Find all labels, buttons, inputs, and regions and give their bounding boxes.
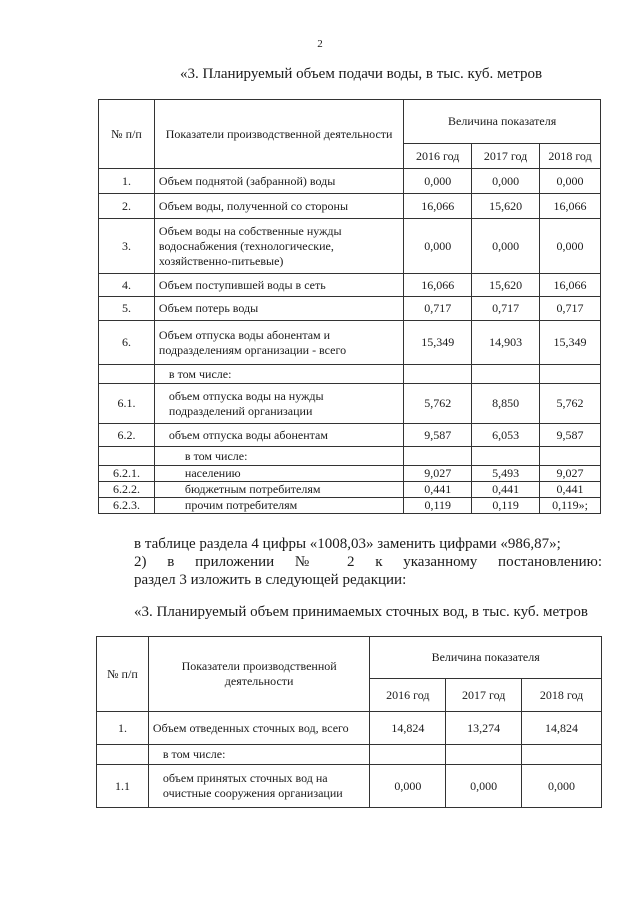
row-label: объем отпуска воды абонентам [154,424,403,447]
year-header: 2016 год [404,144,472,169]
value-cell: 0,717 [540,297,601,321]
value-cell: 16,066 [540,274,601,297]
col-num-header: № п/п [99,100,155,169]
table-row [99,424,601,447]
col-value-header: Величина показателя [404,100,601,144]
value-cell: 0,000 [540,169,601,194]
value-cell: 16,066 [404,194,472,219]
value-cell: 16,066 [404,274,472,297]
table-header-row [99,100,601,144]
row-number: 6.2.2. [99,482,155,498]
value-cell: 0,441 [404,482,472,498]
col-num-header: № п/п [97,637,149,712]
value-cell: 14,824 [522,712,602,745]
value-cell: 14,824 [370,712,446,745]
row-number: 6.2. [99,424,155,447]
year-header: 2017 год [446,679,522,712]
col-indicator-header: Показатели производственной деятельности [154,100,403,169]
table-row [97,745,602,765]
table-row [99,498,601,514]
value-cell: 5,762 [540,384,601,424]
section-1-heading: «3. Планируемый объем подачи воды, в тыс. куб. метров [180,66,543,82]
value-cell: 0,119 [472,498,540,514]
row-number: 1. [99,169,155,194]
table-header-row [97,637,602,679]
section-2-heading: «3. Планируемый объем принимаемых сточных вод, в тыс. куб. метров [134,604,588,620]
year-header: 2017 год [472,144,540,169]
row-number: 1. [97,712,149,745]
value-cell: 0,000 [404,219,472,274]
row-label: Объем воды на собственные нужды водоснабжения (технологические, хозяйственно-питьевые) [154,219,403,274]
row-number: 4. [99,274,155,297]
table-row [97,765,602,808]
row-number: 6. [99,321,155,365]
row-label: объем отпуска воды на нужды подразделений организации [154,384,403,424]
value-cell: 0,000 [522,765,602,808]
table-row [99,384,601,424]
value-cell [370,745,446,765]
value-cell: 9,587 [540,424,601,447]
value-cell: 5,493 [472,466,540,482]
row-number [99,365,155,384]
row-number: 1.1 [97,765,149,808]
year-header: 2016 год [370,679,446,712]
value-cell [540,447,601,466]
value-cell: 0,000 [446,765,522,808]
value-cell [404,447,472,466]
value-cell: 15,620 [472,274,540,297]
value-cell: 0,000 [472,169,540,194]
value-cell: 0,000 [472,219,540,274]
row-number: 6.2.3. [99,498,155,514]
table-row [99,297,601,321]
row-number: 3. [99,219,155,274]
value-cell [404,365,472,384]
value-cell: 8,850 [472,384,540,424]
value-cell [522,745,602,765]
table-row [97,712,602,745]
page-number: 2 [317,38,323,50]
row-label: в том числе: [154,447,403,466]
row-label: Объем отведенных сточных вод, всего [148,712,370,745]
value-cell: 9,587 [404,424,472,447]
value-cell: 9,027 [404,466,472,482]
table-row [99,365,601,384]
year-header: 2018 год [540,144,601,169]
value-cell: 6,053 [472,424,540,447]
value-cell: 0,441 [540,482,601,498]
amendment-text-line-2: 2) в приложении № 2 к указанному постановлению: [134,554,602,570]
amendment-text-line-3: раздел 3 изложить в следующей редакции: [134,572,407,588]
table-row [99,274,601,297]
value-cell: 0,000 [404,169,472,194]
value-cell: 0,441 [472,482,540,498]
value-cell: 0,717 [404,297,472,321]
table-row [99,466,601,482]
value-cell: 15,349 [404,321,472,365]
table-row [99,482,601,498]
row-label: в том числе: [148,745,370,765]
year-header: 2018 год [522,679,602,712]
row-number: 5. [99,297,155,321]
wastewater-table [96,636,602,808]
value-cell: 0,119»; [540,498,601,514]
value-cell: 13,274 [446,712,522,745]
row-number [99,447,155,466]
row-label: Объем потерь воды [154,297,403,321]
value-cell [472,447,540,466]
value-cell: 9,027 [540,466,601,482]
row-label: населению [154,466,403,482]
row-label: бюджетным потребителям [154,482,403,498]
col-value-header: Величина показателя [370,637,602,679]
table-row [99,169,601,194]
table-row [99,321,601,365]
water-supply-table [98,99,601,514]
amendment-text-line-1: в таблице раздела 4 цифры «1008,03» заменить цифрами «986,87»; [134,536,561,552]
row-label: прочим потребителям [154,498,403,514]
value-cell: 0,000 [370,765,446,808]
row-label: Объем поднятой (забранной) воды [154,169,403,194]
table-row [99,447,601,466]
value-cell: 5,762 [404,384,472,424]
value-cell [540,365,601,384]
value-cell: 15,620 [472,194,540,219]
value-cell [446,745,522,765]
col-indicator-header: Показатели производственной деятельности [148,637,370,712]
value-cell: 0,119 [404,498,472,514]
row-label: Объем поступившей воды в сеть [154,274,403,297]
row-label: Объем отпуска воды абонентам и подразделениям организации - всего [154,321,403,365]
value-cell: 14,903 [472,321,540,365]
row-label: в том числе: [154,365,403,384]
table-row [99,219,601,274]
row-number: 2. [99,194,155,219]
value-cell: 0,717 [472,297,540,321]
row-number: 6.1. [99,384,155,424]
row-number: 6.2.1. [99,466,155,482]
value-cell: 16,066 [540,194,601,219]
value-cell: 0,000 [540,219,601,274]
row-label: объем принятых сточных вод на очистные сооружения организации [148,765,370,808]
table-row [99,194,601,219]
row-label: Объем воды, полученной со стороны [154,194,403,219]
row-number [97,745,149,765]
value-cell: 15,349 [540,321,601,365]
value-cell [472,365,540,384]
